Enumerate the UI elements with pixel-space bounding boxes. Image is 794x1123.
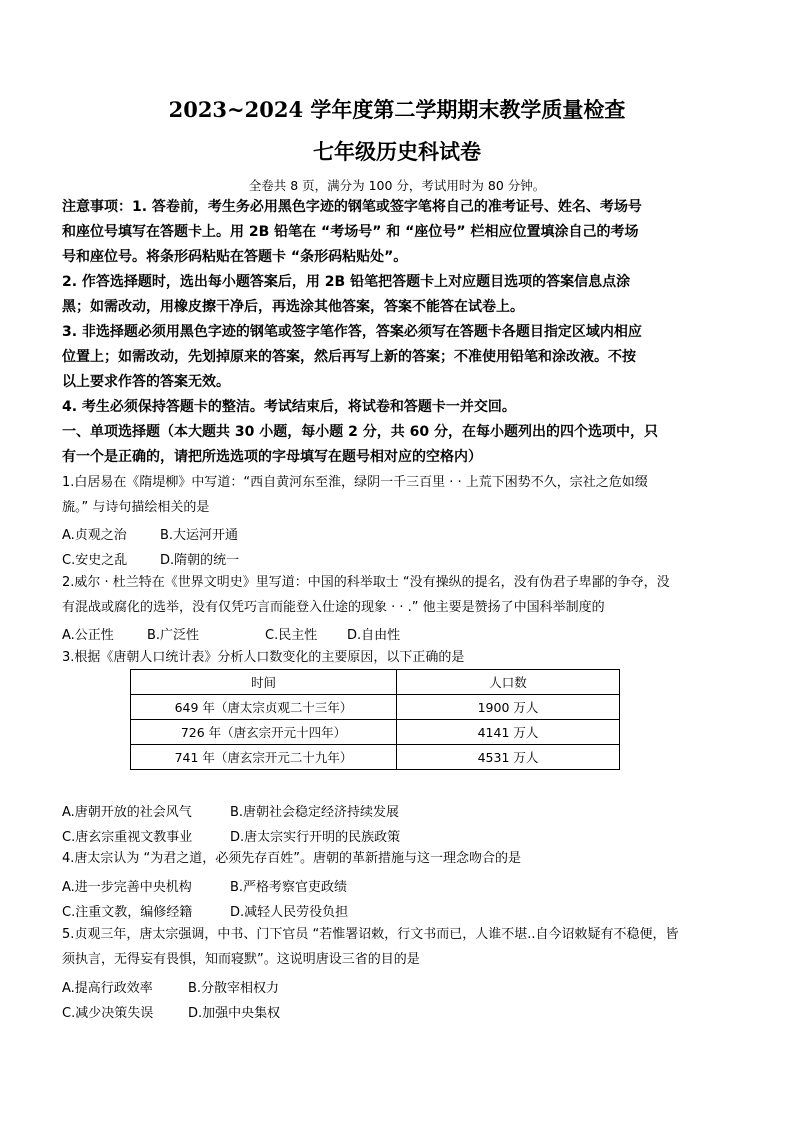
option-b: B.严格考察官吏政绩	[230, 880, 348, 895]
exam-title: 2023~2024 学年度第二学期期末教学质量检查	[168, 97, 626, 122]
section-heading: 有一个是正确的，请把所选选项的字母填写在题号相对应的空格内）	[62, 449, 482, 465]
question-2-options	[62, 624, 400, 643]
option-c: C.安史之乱	[62, 553, 128, 568]
table-cell: 4531 万人	[397, 745, 620, 770]
question-text: 4.唐太宗认为 “为君之道，必须先存百姓”。唐朝的革新措施与这一理念吻合的是	[62, 851, 522, 866]
option-a: A.提高行政效率	[62, 981, 153, 996]
option-b: B.大运河开通	[160, 528, 239, 543]
option-c: C.减少决策失误	[62, 1006, 154, 1021]
question-1-options	[62, 524, 238, 543]
instruction-line: 号和座位号。将条形码粘贴在答题卡 “条形码粘贴处”。	[62, 249, 408, 265]
exam-subtitle: 七年级历史科试卷	[313, 139, 481, 164]
question-text: 旒。” 与诗句描绘相关的是	[62, 500, 210, 515]
question-3	[62, 645, 734, 670]
table-cell: 4141 万人	[397, 720, 620, 745]
question-text: 3.根据《唐朝人口统计表》分析人口数变化的主要原因，以下正确的是	[62, 650, 465, 665]
option-a: A.唐朝开放的社会风气	[62, 805, 192, 820]
instruction-line: 以上要求作答的答案无效。	[62, 374, 230, 390]
question-5-options	[62, 977, 279, 996]
option-d: D.唐太宗实行开明的民族政策	[230, 830, 401, 845]
table-cell: 741 年（唐玄宗开元二十九年）	[131, 745, 397, 770]
option-d: D.加强中央集权	[188, 1006, 281, 1021]
question-4-options	[62, 876, 347, 895]
instruction-line: 黑；如需改动，用橡皮擦干净后，再选涂其他答案，答案不能答在试卷上。	[62, 299, 524, 315]
question-1-options	[62, 549, 239, 568]
section-heading: 一、单项选择题（本大题共 30 小题，每小题 2 分，共 60 分，在每小题列出的四个选项中，只	[62, 424, 658, 440]
question-text: 2.威尔 · 杜兰特在《世界文明史》里写道：中国的科举取士 “没有操纵的提名，没有伪君子卑鄙的争夺，没	[62, 575, 670, 590]
question-5-options	[62, 1002, 280, 1021]
option-d: D.减轻人民劳役负担	[230, 905, 349, 920]
instruction-line: 2. 作答选择题时，选出每小题答案后，用 2B 铅笔把答题卡上对应题目选项的答案信息点涂	[62, 274, 631, 290]
population-table	[130, 669, 620, 770]
option-b: B.分散宰相权力	[188, 981, 280, 996]
instructions	[62, 195, 732, 470]
table-row	[131, 745, 620, 770]
option-a: A.进一步完善中央机构	[62, 880, 192, 895]
option-c: C.注重文教，编修经籍	[62, 905, 193, 920]
table-header: 人口数	[397, 670, 620, 695]
option-d: D.自由性	[347, 628, 401, 643]
instruction-line: 位置上；如需改动，先划掉原来的答案，然后再写上新的答案；不准使用铅笔和涂改液。不按	[62, 349, 636, 365]
option-b: B.广泛性	[147, 628, 200, 643]
instruction-line: 和座位号填写在答题卡上。用 2B 铅笔在 “考场号” 和 “座位号” 栏相应位置填涂自己的考场	[62, 224, 639, 240]
table-row	[131, 720, 620, 745]
question-text: 5.贞观三年，唐太宗强调，中书、门下官员 “若惟署诏敕，行文书而已，人谁不堪..自今诏敕疑有不稳便，皆	[62, 927, 679, 942]
option-c: C.唐玄宗重视文教事业	[62, 830, 193, 845]
instruction-line: 4. 考生必须保持答题卡的整洁。考试结束后，将试卷和答题卡一并交回。	[62, 399, 516, 415]
question-2	[62, 570, 734, 620]
table-row	[131, 695, 620, 720]
question-4	[62, 846, 734, 871]
table-cell: 649 年（唐太宗贞观二十三年）	[131, 695, 397, 720]
question-1	[62, 470, 734, 520]
question-text: 须执言，无得妄有畏惧，知而寝默”。这说明唐设三省的目的是	[62, 952, 420, 967]
table-cell: 1900 万人	[397, 695, 620, 720]
option-b: B.唐朝社会稳定经济持续发展	[230, 805, 400, 820]
instruction-line: 3. 非选择题必须用黑色字迹的钢笔或签字笔作答，答案必须写在答题卡各题目指定区域内相应	[62, 324, 642, 340]
instruction-line: 注意事项：1. 答卷前，考生务必用黑色字迹的钢笔或签字笔将自己的准考证号、姓名、考场号	[62, 199, 642, 215]
question-5	[62, 922, 734, 972]
option-a: A.公正性	[62, 628, 114, 643]
question-text: 1.白居易在《隋堤柳》中写道：“西自黄河东至淮，绿阴一千三百里 · · 上荒下困势不久，宗社之危如缀	[62, 475, 648, 490]
option-c: C.民主性	[265, 628, 318, 643]
table-header-row	[131, 670, 620, 695]
option-a: A.贞观之治	[62, 528, 127, 543]
option-d: D.隋朝的统一	[160, 553, 240, 568]
question-4-options	[62, 901, 348, 920]
exam-meta: 全卷共 8 页，满分为 100 分，考试用时为 80 分钟。	[248, 178, 546, 193]
question-3-options	[62, 801, 399, 820]
question-3-options	[62, 826, 400, 845]
question-text: 有混战或腐化的选举，没有仅凭巧言而能登入仕途的现象 · · .” 他主要是赞扬了中国科举制度的	[62, 600, 605, 615]
table-header: 时间	[131, 670, 397, 695]
table-cell: 726 年（唐玄宗开元十四年）	[131, 720, 397, 745]
